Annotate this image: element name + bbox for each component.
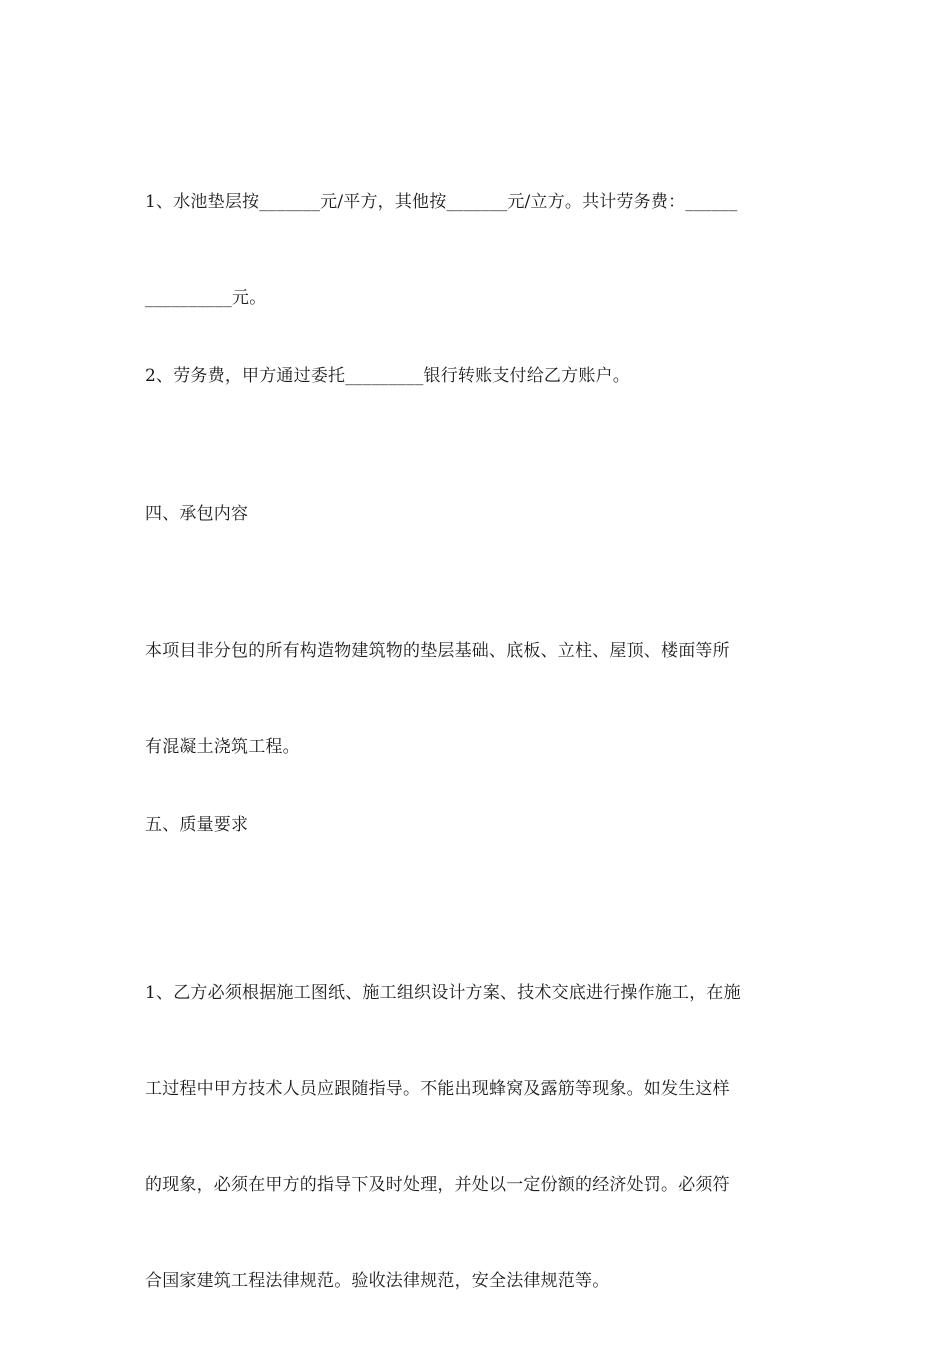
paragraph-line: 本项目非分包的所有构造物建筑物的垫层基础、底板、立柱、屋顶、楼面等所 (145, 641, 730, 661)
payment-method-paragraph (145, 296, 807, 456)
paragraph-line: __________元。 (145, 288, 267, 308)
section-heading-contract-content (145, 434, 807, 594)
quality-requirement-paragraph (145, 913, 807, 1361)
paragraph-line: 合国家建筑工程法律规范。验收法律规范，安全法律规范等。 (145, 1271, 610, 1291)
heading-text: 五、质量要求 (145, 815, 249, 835)
paragraph-line: 工过程中甲方技术人员应跟随指导。不能出现蜂窝及露筋等现象。如发生这样 (145, 1079, 730, 1099)
paragraph-line: 1、乙方必须根据施工图纸、施工组织设计方案、技术交底进行操作施工，在施 (145, 983, 741, 1003)
paragraph-line: 有混凝土浇筑工程。 (145, 737, 300, 757)
heading-text: 四、承包内容 (145, 504, 249, 524)
section-heading-quality-requirements (145, 745, 807, 905)
paragraph-line: 1、水池垫层按_______元/平方，其他按_______元/立方。共计劳务费：______ (145, 192, 738, 212)
paragraph-line: 的现象，必须在甲方的指导下及时处理，并处以一定份额的经济处罚。必须符 (145, 1175, 730, 1195)
paragraph-line: 2、劳务费，甲方通过委托_________银行转账支付给乙方账户。 (145, 366, 630, 386)
